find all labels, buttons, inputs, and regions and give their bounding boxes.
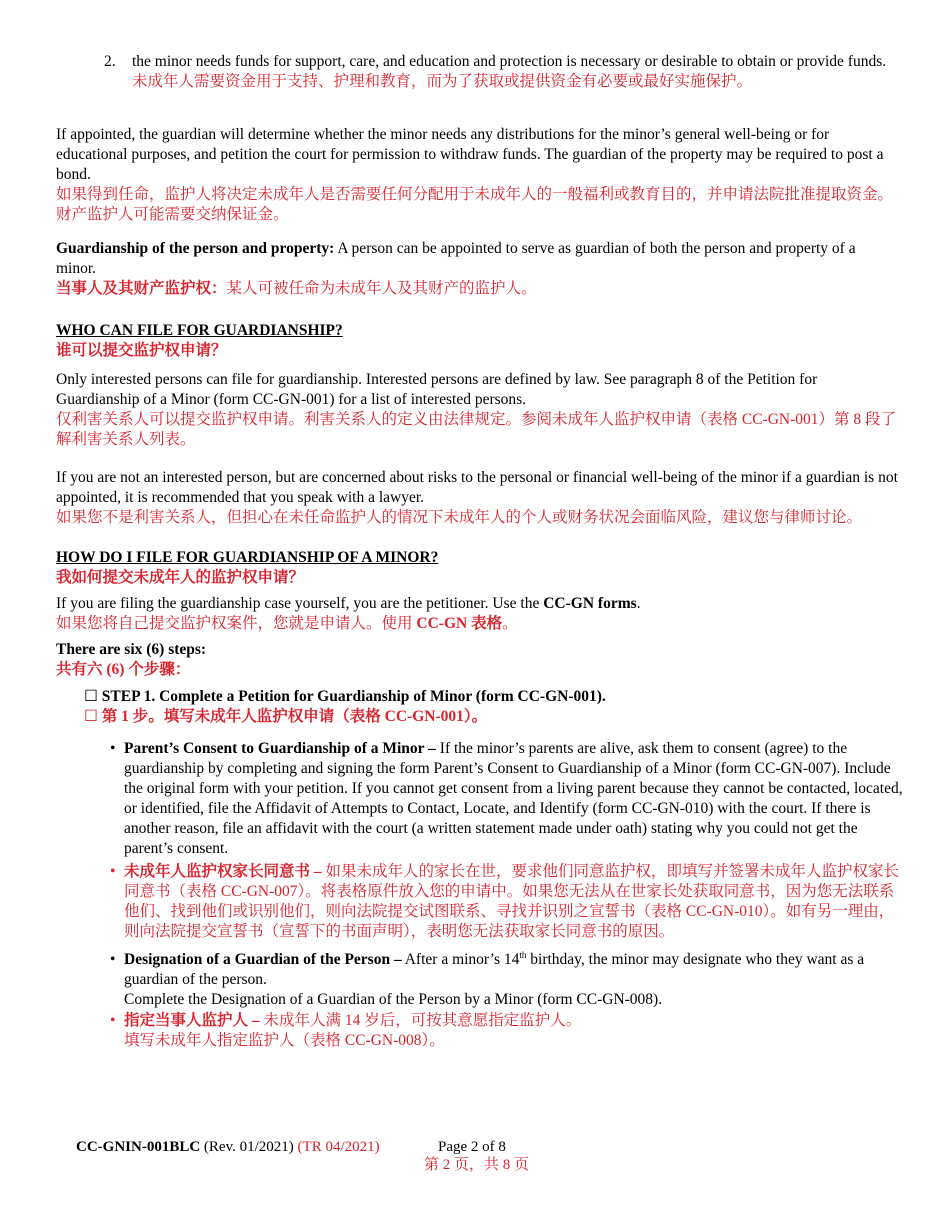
- appointed-en: If appointed, the guardian will determine whether the minor needs any distributions for the minor’s general well-being or for educational purposes, and petition the court for permission to withdraw funds. The guardian of the property may be required to post a bond.: [56, 126, 884, 183]
- bullet-icon: •: [110, 740, 116, 757]
- step-1-text: STEP 1. Complete a Petition for Guardianship of Minor (form CC-GN-001).: [101, 688, 606, 705]
- list-number: 2.: [104, 53, 116, 70]
- step-1-checkbox-zh[interactable]: ☐: [84, 708, 98, 725]
- person-property-zh: [56, 279, 898, 299]
- step-1-zh: [84, 707, 904, 727]
- how-file-en-a: If you are filing the guardianship case yourself, you are the petitioner. Use the: [56, 595, 544, 612]
- step-1: [84, 687, 904, 727]
- parent-consent-text-zh: 如果未成年人的家长在世，要求他们同意监护权，即填写并签署未成年人监护权家长同意书（表格 CC-GN-007）。将表格原件放入您的申请中。如果您无法从在世家长处获取同意书，因为您无法联系他们、找到他们或识别他们，则向法院提交试图联系、寻找并识别之宣誓书（表格 CC-GN-010）。如有另一理由，则向法院提交宣誓书（宣誓下的书面声明），表明您无法获取家长同意书的原因。: [124, 863, 900, 940]
- list-item-2: [104, 52, 904, 92]
- page-number-zh: 第 2 页，共 8 页: [424, 1157, 530, 1173]
- designation-text-zh: 未成年人满 14 岁后，可按其意愿指定监护人。: [259, 1012, 582, 1029]
- cc-gn-forms-label: CC-GN forms: [543, 595, 637, 612]
- form-translation-rev: (TR 04/2021): [297, 1139, 380, 1155]
- how-file-en: [56, 594, 898, 614]
- designation-label-zh: 指定当事人监护人 –: [124, 1012, 260, 1029]
- person-property-text-zh: 某人可被任命为未成年人及其财产的监护人。: [226, 280, 537, 297]
- who-can-file-p1-en: Only interested persons can file for guardianship. Interested persons are defined by law. See paragraph 8 of the Petition for Guardianship of a Minor (form CC-GN-001) for a list of interested persons.: [56, 371, 818, 408]
- how-file-en-c: .: [636, 595, 641, 612]
- designation-label: Designation of a Guardian of the Person –: [124, 951, 402, 968]
- item2-zh: 未成年人需要资金用于支持、护理和教育，而为了获取或提供资金有必要或最好实施保护。: [132, 73, 753, 90]
- designation-zh-c: 填写未成年人指定监护人（表格 CC-GN-008）。: [124, 1032, 445, 1049]
- who-can-file-p1: [56, 370, 898, 450]
- person-property-paragraph: [56, 239, 898, 299]
- parent-consent-label-zh: 未成年人监护权家长同意书 –: [124, 863, 322, 880]
- bullet-icon-zh: •: [110, 863, 116, 880]
- designation-text-a: After a minor’s 14: [401, 951, 520, 968]
- cc-gn-forms-label-zh: CC-GN 表格: [416, 615, 503, 632]
- parent-consent-text: If the minor’s parents are alive, ask them to consent (agree) to the guardianship by completing and signing the form Parent’s Consent to Guardianship of a Minor (form CC-GN-007). Include the original form with your petition. If you cannot get consent from a living parent because they cannot be contacted, located, or identified, file the Affidavit of Attempts to Contact, Locate, and Identify (form CC-GN-010) with the court. If there is another reason, file an affidavit with the court (a written statement made under oath) stating why you could not get the parent’s consent.: [124, 740, 903, 857]
- item2-en: the minor needs funds for support, care, and education and protection is necessary or desirable to obtain or provide funds.: [132, 53, 887, 70]
- how-file-section: [56, 548, 898, 588]
- form-code-id: CC-GNIN-001BLC: [76, 1139, 201, 1155]
- designation-sup: th: [519, 949, 527, 960]
- appointed-zh: 如果得到任命，监护人将决定未成年人是否需要任何分配用于未成年人的一般福利或教育目的，并申请法院批准提取资金。财产监护人可能需要交纳保证金。: [56, 186, 894, 223]
- designation-en-c: Complete the Designation of a Guardian of the Person by a Minor (form CC-GN-008).: [124, 991, 663, 1008]
- who-can-file-p1-zh: 仅利害关系人可以提交监护权申请。利害关系人的定义由法律规定。参阅未成年人监护权申请（表格 CC-GN-001）第 8 段了解利害关系人列表。: [56, 411, 897, 448]
- who-can-file-p2-en: If you are not an interested person, but are concerned about risks to the personal or financial well-being of the minor if a guardian is not appointed, it is recommended that you speak with a lawyer.: [56, 469, 898, 506]
- form-revision: (Rev. 01/2021): [200, 1139, 298, 1155]
- how-file-zh: [56, 614, 898, 634]
- form-code: [76, 1137, 380, 1157]
- designation-en: [124, 950, 906, 990]
- how-file-heading-zh: 我如何提交未成年人的监护权申请？: [56, 569, 305, 586]
- how-file-heading: HOW DO I FILE FOR GUARDIANSHIP OF A MINOR?: [56, 549, 439, 566]
- step-1-checkbox[interactable]: ☐: [84, 688, 98, 705]
- bullet-icon-zh: •: [110, 1012, 116, 1029]
- bullet-parent-consent: [106, 739, 906, 859]
- person-property-label: Guardianship of the person and property:: [56, 240, 335, 257]
- parent-consent-en: [124, 739, 906, 859]
- steps-intro: [56, 640, 898, 680]
- how-file-zh-c: 。: [502, 615, 518, 632]
- person-property-text: A person can be appointed to serve as guardian of both the person and property of a minor.: [56, 240, 856, 277]
- page-number: Page 2 of 8: [438, 1139, 506, 1155]
- person-property-label-zh: 当事人及其财产监护权：: [56, 280, 227, 297]
- designation-text-b: birthday, the minor may designate who they want as a guardian of the person.: [124, 951, 865, 988]
- designation-zh: [124, 1011, 906, 1031]
- how-file-zh-a: 如果您将自己提交监护权案件，您就是申请人。使用: [56, 615, 417, 632]
- step-1-en: [84, 687, 904, 707]
- who-can-file-section: [56, 321, 898, 361]
- who-can-file-heading: WHO CAN FILE FOR GUARDIANSHIP?: [56, 322, 343, 339]
- how-file-paragraph: [56, 594, 898, 634]
- person-property-en: [56, 239, 898, 279]
- bullet-designation: [106, 950, 906, 1010]
- steps-intro-zh: 共有六 (6) 个步骤：: [56, 661, 191, 678]
- parent-consent-label: Parent’s Consent to Guardianship of a Minor –: [124, 740, 436, 757]
- bullet-icon: •: [110, 951, 116, 968]
- who-can-file-p2-zh: 如果您不是利害关系人，但担心在未任命监护人的情况下未成年人的个人或财务状况会面临风险，建议您与律师讨论。: [56, 509, 863, 526]
- bullet-parent-consent-zh: [106, 862, 906, 942]
- who-can-file-p2: [56, 468, 898, 528]
- parent-consent-zh: [124, 862, 906, 942]
- step-1-text-zh: 第 1 步。填写未成年人监护权申请（表格 CC-GN-001）。: [101, 708, 488, 725]
- bullet-designation-zh: [106, 1011, 906, 1051]
- appointed-paragraph: [56, 125, 898, 225]
- who-can-file-heading-zh: 谁可以提交监护权申请？: [56, 342, 227, 359]
- steps-intro-en: There are six (6) steps:: [56, 641, 207, 658]
